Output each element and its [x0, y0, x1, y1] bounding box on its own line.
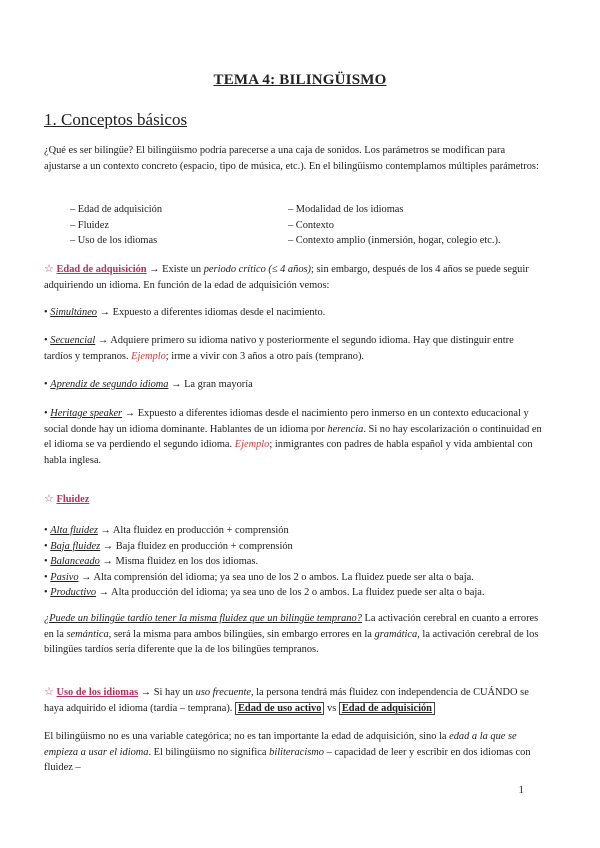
text: El bilingüismo no es una variable categórica; no es tan importante la edad de adquisición, sino la	[44, 731, 450, 742]
boxed-term: Edad de adquisición	[339, 702, 435, 715]
list-item: – Contexto amplio (inmersión, hogar, colegio etc.).	[288, 235, 501, 246]
text: vs	[324, 702, 339, 714]
text: → Existe un	[146, 264, 204, 275]
bullet: •	[44, 556, 48, 567]
list-item	[44, 570, 544, 586]
term: Secuencial	[50, 335, 96, 346]
edad-paragraph	[44, 262, 544, 293]
bullet: •	[44, 571, 48, 583]
question-paragraph	[44, 611, 544, 658]
heritage-item	[44, 406, 544, 468]
ejemplo-label: Ejemplo	[131, 350, 166, 362]
term: Aprendiz de segundo idioma	[50, 379, 169, 390]
ejemplo-label: Ejemplo	[234, 439, 270, 450]
edad-heading: Edad de adquisición	[56, 264, 147, 275]
bullet: •	[44, 379, 48, 390]
text: → Misma fluidez en los dos idiomas.	[99, 556, 259, 567]
term: Balanceado	[50, 556, 100, 567]
fluidez-heading: Fluidez	[56, 494, 90, 505]
text: , será la misma para ambos bilingües, sin embargo errores en la	[108, 628, 375, 640]
text: ; irme a vivir con 3 años a otro país (temprano).	[165, 350, 365, 362]
star-icon: ☆	[44, 263, 54, 275]
document-title: TEMA 4: BILINGÜISMO	[213, 72, 387, 88]
fluidez-list	[44, 523, 544, 601]
boxed-term: Edad de uso activo	[235, 702, 324, 715]
list-item: – Modalidad de los idiomas	[288, 204, 404, 215]
text: → Expuesto a diferentes idiomas desde el nacimiento pero inmerso en un contexto educacional y social donde hay un idioma dominante. Hablantes de un idioma por	[44, 408, 529, 435]
text: → Adquiere primero su idioma nativo y posteriormente el segundo idioma. Hay que distinguir entre tardíos y tempranos.	[44, 335, 514, 362]
final-paragraph	[44, 729, 544, 776]
text: La activación cerebral en cuanto a errores en la	[44, 613, 539, 640]
secuencial-item	[44, 333, 544, 364]
text: → Si hay un	[138, 687, 196, 698]
aprendiz-item	[44, 377, 544, 393]
term: Alta fluidez	[50, 525, 98, 536]
uso-frecuente: uso frecuente	[195, 687, 251, 698]
text: . Si no hay escolarización o continuidad en el idioma se va perdiendo el segundo idioma.	[44, 423, 542, 450]
uso-heading: Uso de los idiomas	[56, 687, 139, 698]
periodo-critico: periodo crítico (≤ 4 años)	[203, 264, 312, 275]
star-icon: ☆	[44, 493, 54, 505]
parameters-right	[288, 202, 501, 249]
list-item: – Contexto	[288, 219, 334, 231]
bullet: •	[44, 540, 48, 552]
star-icon: ☆	[44, 686, 54, 698]
term: Pasivo	[50, 571, 79, 583]
text: , la persona tendrá más fluidez con independencia de CUÁNDO se haya adquirido el idioma (tardía – temprana).	[44, 687, 529, 714]
term: Productivo	[50, 587, 97, 598]
list-item: – Edad de adquisición	[70, 204, 163, 215]
semantica: semántica	[66, 628, 109, 640]
bullet: •	[44, 587, 48, 598]
text: ; inmigrantes con padres de habla español y vida ambiental con habla inglesa.	[44, 439, 533, 466]
list-item	[44, 539, 544, 555]
text: → La gran mayoría	[168, 379, 253, 390]
text: . El bilingüismo no significa	[148, 746, 270, 758]
edad-uso: edad a la que se empieza a usar el idioma	[44, 731, 517, 758]
bullet: •	[44, 307, 48, 318]
term: Simultáneo	[50, 307, 98, 318]
term: Baja fluidez	[50, 540, 101, 552]
text: → Alta fluidez en producción + comprensión	[97, 525, 289, 536]
herencia: herencia	[327, 423, 364, 435]
bullet: •	[44, 408, 48, 419]
simultaneo-item	[44, 305, 544, 321]
question: ¿Puede un bilingüe tardío tener la misma fluidez que un bilingüe temprano?	[44, 613, 362, 624]
list-item	[44, 585, 544, 601]
list-item: – Uso de los idiomas	[70, 235, 158, 246]
intro-paragraph: ¿Qué es ser bilingüe? El bilingüismo podría parecerse a una caja de sonidos. Los parámetros se modifican para ajustarse a un contexto concreto (espacio, tipo de música, etc.). En el bilingüismo contemplamos múltiples parámetros:	[44, 145, 539, 172]
bullet: •	[44, 335, 48, 346]
page-number: 1	[518, 784, 524, 796]
text: → Expuesto a diferentes idiomas desde el nacimiento.	[97, 307, 326, 318]
text: → Alta producción del idioma; ya sea uno de los 2 o ambos. La fluidez puede ser alta o baja.	[96, 587, 485, 598]
fluidez-heading-line	[44, 492, 544, 508]
term: Heritage speaker	[50, 408, 123, 419]
uso-paragraph	[44, 685, 544, 716]
text: → Baja fluidez en producción + comprensión	[100, 540, 293, 552]
biliteracismo: biliteracismo	[269, 746, 324, 758]
list-item	[44, 554, 544, 570]
list-item	[44, 523, 544, 539]
bullet: •	[44, 525, 48, 536]
text: – capacidad de leer y escribir en dos idiomas con fluidez –	[44, 746, 531, 773]
parameters-left	[70, 202, 162, 249]
text: → Alta comprensión del idioma; ya sea uno de los 2 o ambos. La fluidez puede ser alta o baja.	[78, 571, 474, 583]
text: , la activación cerebral de los bilingües tardíos sería diferente que la de los bilingües tempranos.	[44, 628, 539, 655]
section-heading: 1. Conceptos básicos	[44, 110, 188, 129]
text: ; sin embargo, después de los 4 años se puede seguir adquiriendo un idioma. En función de la edad de adquisición vemos:	[44, 264, 529, 291]
gramatica: gramática	[374, 628, 418, 640]
list-item: – Fluidez	[70, 219, 109, 231]
